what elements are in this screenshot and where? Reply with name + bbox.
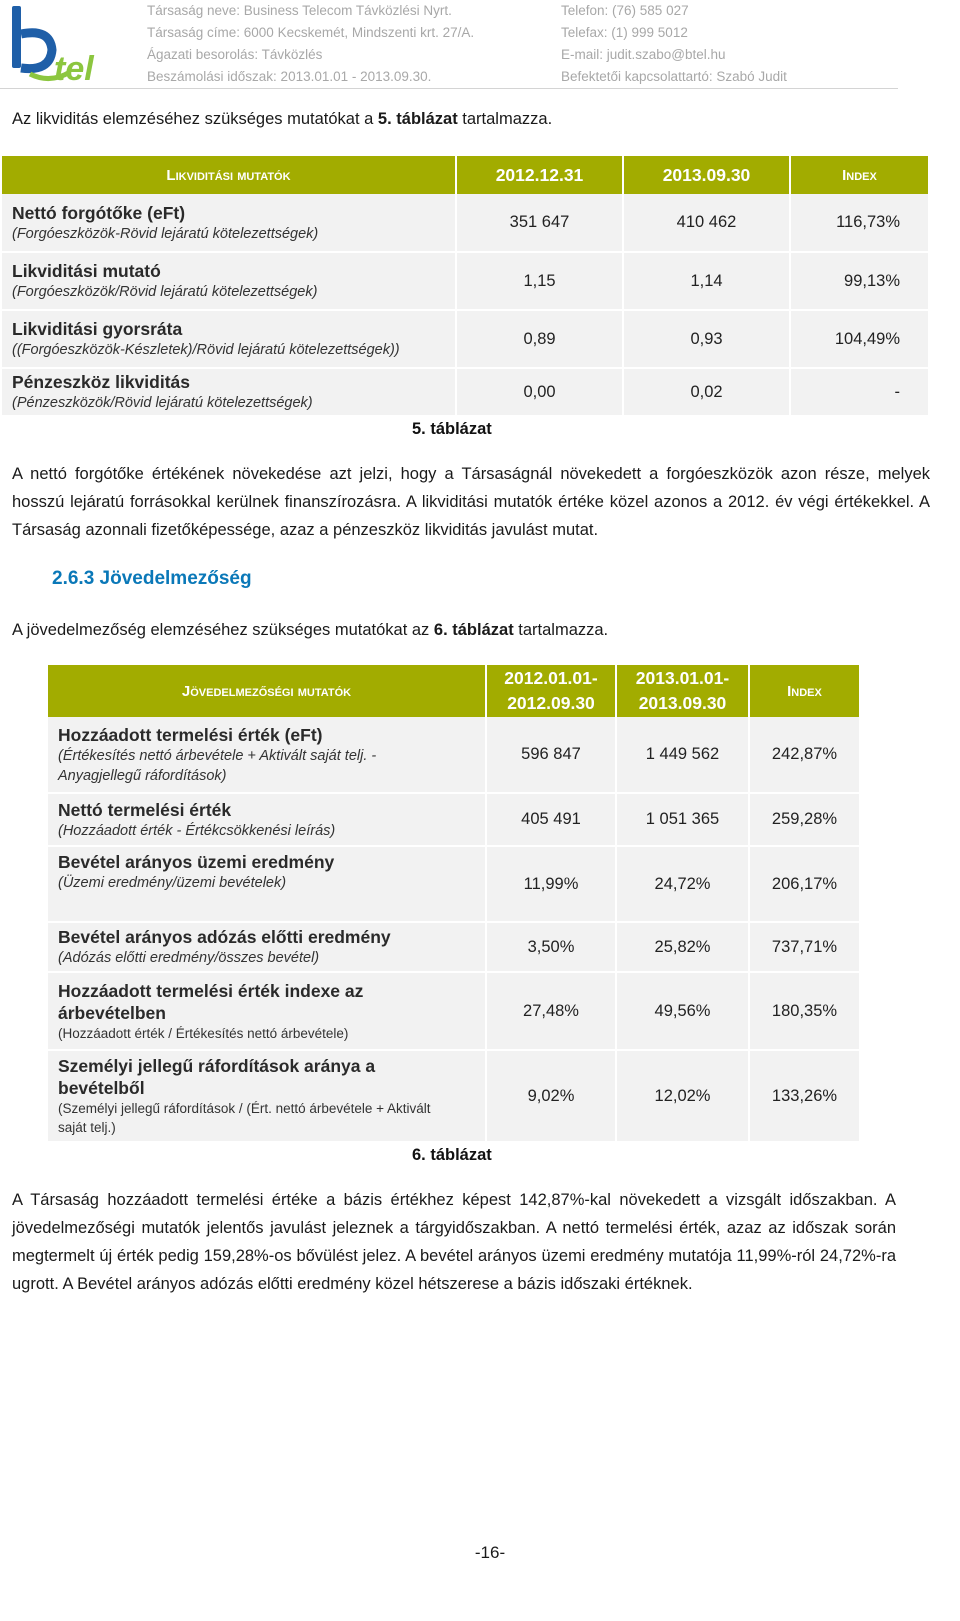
table-row [48, 922, 859, 972]
table-row [48, 846, 859, 922]
value-index: 133,26% [749, 1050, 859, 1142]
value-index: 206,17% [749, 846, 859, 922]
value-2012: 11,99% [486, 846, 616, 922]
col-header-indicator: Likviditási mutatók [2, 156, 456, 194]
value-2012: 3,50% [486, 922, 616, 972]
contact-info [561, 0, 787, 88]
row-formula: (Személyi jellegű ráfordítások / (Ért. nettó árbevétele + Aktivált saját telj.) [58, 1101, 431, 1135]
row-formula: (Üzemi eredmény/üzemi bevételek) [58, 875, 287, 891]
row-formula: (Értékesítés nettó árbevétele + Aktivált saját telj. - Anyagjellegű ráfordítások) [58, 747, 377, 784]
value-2012: 405 491 [486, 793, 616, 846]
value-index: 180,35% [749, 972, 859, 1050]
col-header-date2: 2013.09.30 [623, 156, 790, 194]
row-formula: (Hozzáadott érték / Értékesítés nettó árbevétele) [58, 1025, 349, 1041]
profitability-table [48, 665, 859, 1143]
row-formula: (Pénzeszközök/Rövid lejáratú kötelezettségek) [12, 395, 313, 411]
col-header-date1: 2012.12.31 [456, 156, 623, 194]
value-index: 242,87% [749, 717, 859, 793]
table-row [2, 310, 928, 368]
value-2013: 0,02 [623, 368, 790, 416]
row-title: Bevétel arányos adózás előtti eredmény [58, 927, 391, 947]
col-header-index: Index [749, 665, 859, 717]
value-index: 116,73% [790, 194, 928, 252]
row-formula: (Forgóeszközök-Rövid lejáratú kötelezettségek) [12, 225, 319, 242]
table-header-row [48, 665, 859, 717]
btel-logo [10, 4, 120, 86]
col-header-period2: 2013.01.01- 2013.09.30 [616, 665, 749, 717]
row-title: Likviditási gyorsráta [12, 319, 183, 339]
row-title: Nettó termelési érték [58, 799, 232, 820]
value-2013: 49,56% [616, 972, 749, 1050]
company-name: Társaság neve: Business Telecom Távközlési Nyrt. [147, 3, 452, 18]
page-header [0, 0, 960, 92]
liquidity-table [2, 156, 928, 417]
table-caption: 6. táblázat [412, 1146, 492, 1164]
value-2012: 0,89 [456, 310, 623, 368]
row-title: Pénzeszköz likviditás [12, 372, 190, 392]
investor-contact: Befektetői kapcsolattartó: Szabó Judit [561, 69, 787, 84]
value-2012: 27,48% [486, 972, 616, 1050]
profitability-paragraph: A Társaság hozzáadott termelési értéke a bázis értékhez képest 142,87%-kal növekedett a vizsgált időszakban. A jövedelmezőségi mutatók jelentős javulást jeleznek a tárgyidőszakban. A nettó termelési érték, azaz az időszak során megtermelt új érték pedig 159,28%-os bővülést jelez. A bevétel arányos üzemi eredmény mutatója 11,99%-ról 24,72%-ra ugrott. A Bevétel arányos adózás előtti eredmény közel hétszerese a bázis időszaki értéknek. [12, 1191, 896, 1293]
value-index: - [790, 368, 928, 416]
value-index: 104,49% [790, 310, 928, 368]
table-row [48, 972, 859, 1050]
col-header-indicator: Jövedelmezőségi mutatók [48, 665, 486, 717]
table-caption: 5. táblázat [412, 420, 492, 438]
value-2013: 12,02% [616, 1050, 749, 1142]
table-row [48, 717, 859, 793]
row-formula: (Hozzáadott érték - Értékcsökkenési leírás) [58, 822, 336, 839]
row-formula: (Forgóeszközök/Rövid lejáratú kötelezettségek) [12, 284, 318, 300]
row-title: Hozzáadott termelési érték (eFt) [58, 724, 323, 745]
row-title: Likviditási mutató [12, 261, 161, 281]
email: E-mail: judit.szabo@btel.hu [561, 47, 726, 62]
section-heading: 2.6.3 Jövedelmezőség [52, 568, 252, 589]
value-2012: 351 647 [456, 194, 623, 252]
row-title: Bevétel arányos üzemi eredmény [58, 852, 335, 872]
intro-liquidity: Az likviditás elemzéséhez szükséges mutatókat a 5. táblázat tartalmazza. [12, 110, 553, 128]
row-title: Személyi jellegű ráfordítások aránya a bevételből [58, 1056, 376, 1098]
company-address: Társaság címe: 6000 Kecskemét, Mindszenti krt. 27/A. [147, 25, 475, 40]
value-2012: 9,02% [486, 1050, 616, 1142]
value-2013: 1,14 [623, 252, 790, 310]
row-title: Hozzáadott termelési érték indexe az árbevételben [58, 980, 364, 1023]
page-number: -16- [474, 1543, 506, 1562]
phone: Telefon: (76) 585 027 [561, 3, 689, 18]
value-index: 259,28% [749, 793, 859, 846]
value-2013: 24,72% [616, 846, 749, 922]
table-reference: 6. táblázat [433, 621, 514, 639]
col-header-period1: 2012.01.01- 2012.09.30 [486, 665, 616, 717]
reporting-period: Beszámolási időszak: 2013.01.01 - 2013.09.30. [147, 69, 432, 84]
value-2012: 596 847 [486, 717, 616, 793]
intro-profitability: A jövedelmezőség elemzéséhez szükséges mutatókat az 6. táblázat tartalmazza. [12, 621, 609, 639]
svg-text:tel: tel [54, 50, 94, 86]
value-2013: 25,82% [616, 922, 749, 972]
table-reference: 5. táblázat [377, 110, 458, 128]
company-info [147, 0, 474, 88]
value-index: 99,13% [790, 252, 928, 310]
header-divider [0, 88, 898, 89]
table-row [48, 793, 859, 846]
table-row [2, 194, 928, 252]
value-2012: 1,15 [456, 252, 623, 310]
row-formula: ((Forgóeszközök-Készletek)/Rövid lejáratú kötelezettségek)) [12, 342, 400, 358]
industry: Ágazati besorolás: Távközlés [147, 47, 323, 62]
value-index: 737,71% [749, 922, 859, 972]
liquidity-paragraph: A nettó forgótőke értékének növekedése azt jelzi, hogy a Társaságnál növekedett a forgóeszközök azon része, melyek hosszú lejáratú forrásokkal kerülnek finanszírozásra. A likviditási mutatók értéke közel azonos a 2012. év végi értékekkel. A Társaság azonnali fizetőképessége, azaz a pénzeszköz likviditás javulást mutat. [12, 465, 930, 539]
value-2013: 410 462 [623, 194, 790, 252]
table-row [2, 252, 928, 310]
table-row [2, 368, 928, 416]
row-formula: (Adózás előtti eredmény/összes bevétel) [58, 950, 320, 966]
table-header-row [2, 156, 928, 194]
fax: Telefax: (1) 999 5012 [561, 25, 688, 40]
row-title: Nettó forgótőke (eFt) [12, 202, 186, 223]
value-2012: 0,00 [456, 368, 623, 416]
table-row [48, 1050, 859, 1142]
col-header-index: Index [790, 156, 928, 194]
value-2013: 1 449 562 [616, 717, 749, 793]
value-2013: 0,93 [623, 310, 790, 368]
value-2013: 1 051 365 [616, 793, 749, 846]
